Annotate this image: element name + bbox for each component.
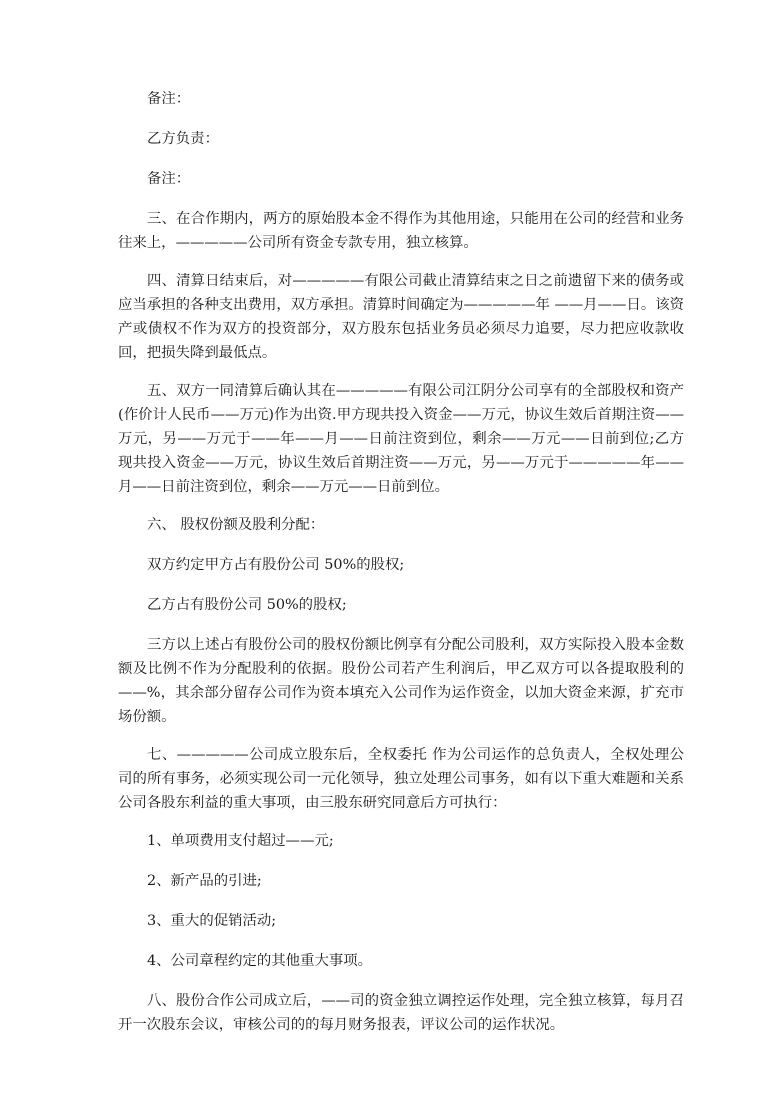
clause-8: 八、股份合作公司成立后，——司的资金独立调控运作处理，完全独立核算，每月召开一次股东会议，审核公司的的每月财务报表，评议公司的运作状况。 xyxy=(118,993,684,1033)
note-label: 备注： xyxy=(147,91,191,107)
clause-3: 三、在合作期内，两方的原始股本金不得作为其他用途，只能用在公司的经营和业务往来上，—————公司所有资金专款专用，独立核算。 xyxy=(118,211,684,251)
clause-6-party-b-share: 乙方占有股份公司 50%的股权; xyxy=(147,597,347,613)
document-body xyxy=(118,87,684,1051)
clause-7-item-1: 1、单项费用支付超过——元; xyxy=(147,833,334,849)
clause-6-dividend-rule: 三方以上述占有股份公司的股权份额比例享有分配公司股利，双方实际投入股本金数额及比例不作为分配股利的依据。股份公司若产生利润后，甲乙双方可以各提取股利的——%，其余部分留存公司作为资本填充入公司作为运作资金，以加大资金来源，扩充市场份额。 xyxy=(118,637,684,725)
clause-5: 五、双方一同清算后确认其在—————有限公司江阴分公司享有的全部股权和资产(作价计人民币——万元)作为出资.甲方现共投入资金——万元，协议生效后首期注资——万元，另——万元于——年——月——日前注资到位，剩余——万元——日前到位;乙方现共投入资金——万元，协议生效后首期注资——万元，另——万元于—————年——月——日前注资到位，剩余——万元——日前到位。 xyxy=(118,383,684,495)
clause-6-party-a-share: 双方约定甲方占有股份公司 50%的股权; xyxy=(147,557,405,573)
clause-6-heading: 六、 股权份额及股利分配： xyxy=(147,517,325,533)
clause-7: 七、—————公司成立股东后，全权委托 作为公司运作的总负责人，全权处理公司的所有事务，必须实现公司一元化领导，独立处理公司事务，如有以下重大难题和关系公司各股东利益的重大事项，由三股东研究同意后方可执行： xyxy=(118,747,684,811)
clause-7-item-2: 2、新产品的引进; xyxy=(147,873,262,889)
clause-4: 四、清算日结束后，对—————有限公司截止清算结束之日之前遗留下来的债务或应当承担的各种支出费用，双方承担。清算时间确定为—————年 ——月——日。该资产或债权不作为双方的投资部分，双方股东包括业务员必须尽力追要，尽力把应收款收回，把损失降到最低点。 xyxy=(118,273,684,361)
clause-7-item-4: 4、公司章程约定的其他重大事项。 xyxy=(147,953,373,969)
note-label: 备注： xyxy=(147,171,191,187)
clause-7-item-3: 3、重大的促销活动; xyxy=(147,913,277,929)
party-b-responsible-label: 乙方负责： xyxy=(147,131,219,147)
